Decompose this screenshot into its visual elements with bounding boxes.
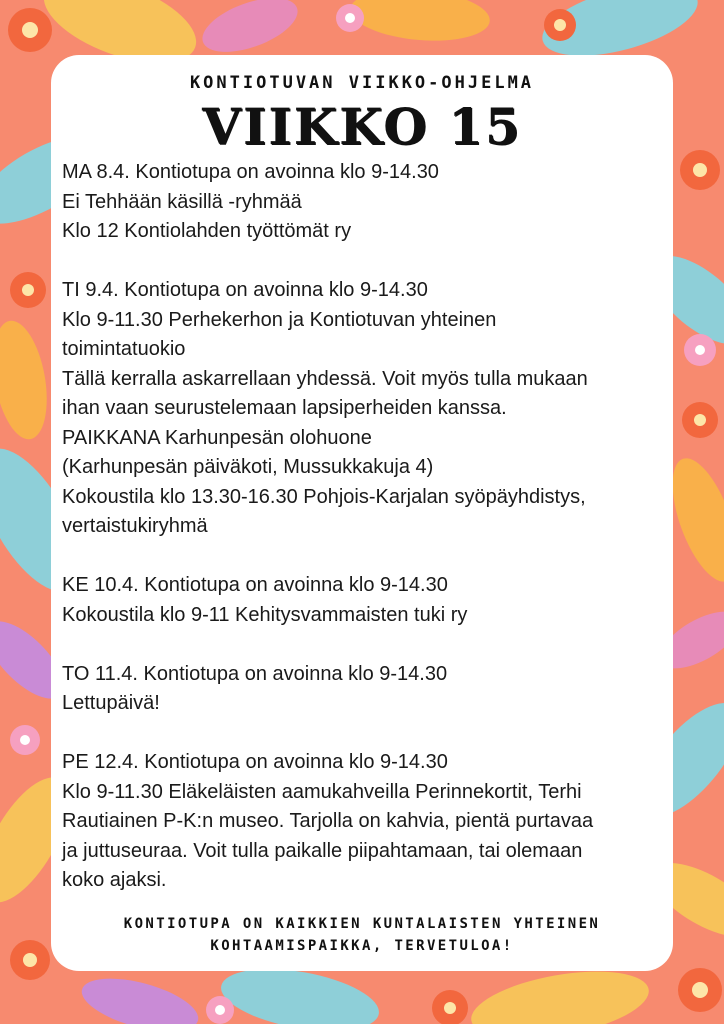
schedule-line: Lettupäivä! bbox=[62, 692, 160, 714]
day-friday bbox=[62, 748, 662, 896]
schedule-line: KE 10.4. Kontiotupa on avoinna klo 9-14.30 bbox=[62, 574, 448, 596]
spacer bbox=[62, 542, 662, 572]
schedule-line: ihan vaan seurustelemaan lapsiperheiden kanssa. bbox=[62, 397, 507, 419]
footer-line: KOHTAAMISPAIKKA, TERVETULOA! bbox=[210, 938, 514, 954]
schedule-line: vertaistukiryhmä bbox=[62, 515, 208, 537]
page-title: VIIKKO 15 bbox=[202, 97, 522, 156]
schedule-line: Klo 9-11.30 Eläkeläisten aamukahveilla Perinnekortit, Terhi bbox=[62, 780, 582, 803]
schedule-line: Rautiainen P-K:n museo. Tarjolla on kahvia, pientä purtavaa bbox=[62, 810, 594, 832]
schedule-line: toimintatuokio bbox=[62, 338, 186, 360]
schedule-line: Ei Tehhään käsillä -ryhmää bbox=[62, 190, 302, 213]
spacer bbox=[62, 630, 662, 660]
day-monday bbox=[62, 158, 662, 247]
schedule-line: Kokoustila klo 13.30-16.30 Pohjois-Karjalan syöpäyhdistys, bbox=[62, 485, 586, 508]
schedule-card bbox=[51, 55, 673, 971]
schedule-line: Kokoustila klo 9-11 Kehitysvammaisten tuki ry bbox=[62, 603, 468, 626]
schedule-line: Klo 9-11.30 Perhekerhon ja Kontiotuvan yhteinen bbox=[62, 308, 497, 331]
spacer bbox=[62, 719, 662, 749]
schedule-line: PAIKKANA Karhunpesän olohuone bbox=[62, 426, 372, 449]
schedule-line: Tällä kerralla askarrellaan yhdessä. Voit myös tulla mukaan bbox=[62, 367, 588, 390]
footer-message bbox=[51, 913, 673, 957]
schedule-line: TI 9.4. Kontiotupa on avoinna klo 9-14.30 bbox=[62, 279, 428, 301]
schedule-line: TO 11.4. Kontiotupa on avoinna klo 9-14.30 bbox=[62, 662, 448, 685]
schedule-line: ja juttuseuraa. Voit tulla paikalle piipahtamaan, tai olemaan bbox=[62, 839, 583, 862]
schedule-line: (Karhunpesän päiväkoti, Mussukkakuja 4) bbox=[62, 456, 434, 478]
page-subtitle: KONTIOTUVAN VIIKKO-OHJELMA bbox=[189, 73, 535, 93]
schedule-line: MA 8.4. Kontiotupa on avoinna klo 9-14.30 bbox=[62, 161, 439, 183]
schedule-line: Klo 12 Kontiolahden työttömät ry bbox=[62, 220, 352, 242]
day-thursday bbox=[62, 660, 662, 719]
schedule-line: PE 12.4. Kontiotupa on avoinna klo 9-14.30 bbox=[62, 751, 448, 773]
day-tuesday bbox=[62, 276, 662, 542]
schedule-line: koko ajaksi. bbox=[62, 869, 167, 891]
schedule-content bbox=[62, 158, 662, 896]
footer-line: KONTIOTUPA ON KAIKKIEN KUNTALAISTEN YHTEINEN bbox=[123, 916, 601, 932]
spacer bbox=[62, 247, 662, 277]
day-wednesday bbox=[62, 571, 662, 630]
